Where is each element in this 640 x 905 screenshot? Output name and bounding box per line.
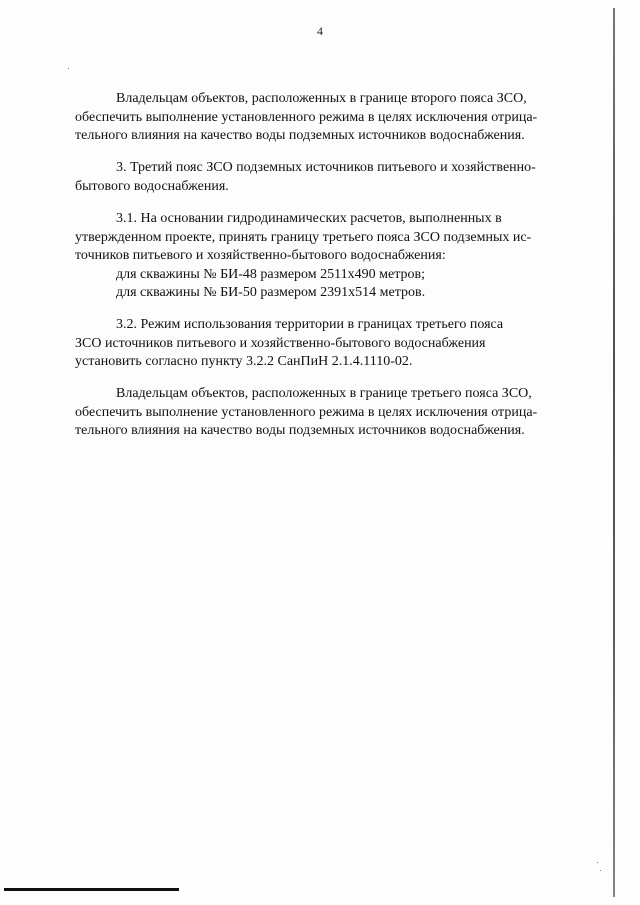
paragraph-3-2-regime [75,316,566,372]
text-line: установить согласно пункту 3.2.2 СанПиН 2.1.4.1110-02. [75,354,413,369]
text-line: тельного влияния на качество воды подземных источников водоснабжения. [75,423,525,438]
text-line: Владельцам объектов, расположенных в границе второго пояса ЗСО, [116,91,527,106]
text-line: тельного влияния на качество воды подземных источников водоснабжения. [75,128,525,143]
text-line: 3. Третий пояс ЗСО подземных источников питьевого и хозяйственно- [116,160,536,175]
page-number: 4 [317,24,323,38]
text-line: бытового водоснабжения. [75,178,229,194]
text-line: 3.1. На основании гидродинамических расчетов, выполненных в [116,211,502,226]
scan-edge-line [613,8,615,897]
text-line: обеспечить выполнение установленного режима в целях исключения отрица- [75,404,538,420]
text-line: Владельцам объектов, расположенных в границе третьего пояса ЗСО, [116,386,532,401]
text-line: утвержденном проекте, принять границу третьего пояса ЗСО подземных ис- [75,229,532,245]
scan-speck [600,870,601,871]
text-line: ЗСО источников питьевого и хозяйственно-бытового водоснабжения [75,335,486,351]
list-item-well-bi-48: для скважины № БИ-48 размером 2511х490 метров; [116,266,425,282]
paragraph-owners-third-zone [75,385,566,441]
text-line: 3.2. Режим использования территории в границах третьего пояса [116,317,504,332]
scan-speck [597,862,598,863]
paragraph-3-1-boundary [75,210,566,303]
list-item-well-bi-50: для скважины № БИ-50 размером 2391х514 метров. [116,285,426,300]
text-line: обеспечить выполнение установленного режима в целях исключения отрица- [75,109,538,125]
scan-speck [68,68,69,69]
paragraph-owners-second-zone [75,90,566,146]
text-line: точников питьевого и хозяйственно-бытового водоснабжения: [75,248,446,263]
section-heading-third-zone [75,159,566,196]
footer-rule [4,888,179,891]
